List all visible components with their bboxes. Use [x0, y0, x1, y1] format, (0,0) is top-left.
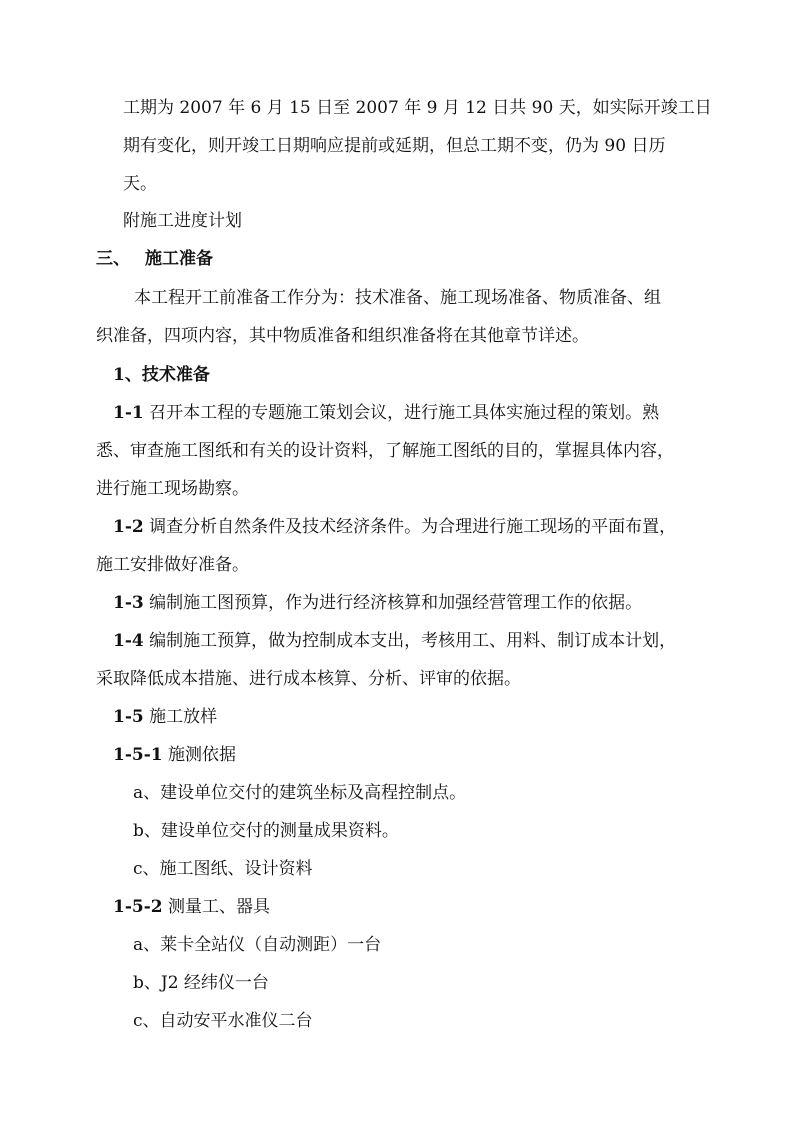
- section-3-number: 三、: [96, 249, 130, 269]
- item-1-5-2-c: c、自动安平水准仪二台: [133, 1011, 313, 1031]
- item-1-5: [113, 705, 217, 729]
- schedule-line-3: 天。: [123, 174, 157, 194]
- item-1-2-number: 1-2: [113, 517, 144, 537]
- item-1-3-line-1: [113, 591, 642, 615]
- item-1-1-text: 召开本工程的专题施工策划会议，进行施工具体实施过程的策划。熟: [143, 403, 660, 423]
- section-3-intro-line-2: 织准备，四项内容，其中物质准备和组织准备将在其他章节详述。: [96, 326, 589, 346]
- tech-prep-heading: 1、技术准备: [113, 365, 210, 385]
- item-1-5-2-number: 1-5-2: [113, 897, 163, 917]
- item-1-3-number: 1-3: [113, 593, 144, 613]
- item-1-3-text: 编制施工图预算，作为进行经济核算和加强经营管理工作的依据。: [143, 593, 643, 613]
- item-1-4-number: 1-4: [113, 631, 144, 651]
- item-1-1-line-2: 悉、审查施工图纸和有关的设计资料，了解施工图纸的目的，掌握具体内容，: [96, 441, 674, 461]
- item-1-5-2-a: a、莱卡全站仪（自动测距）一台: [133, 935, 382, 955]
- section-3-title: 施工准备: [145, 249, 213, 269]
- item-1-5-1-number: 1-5-1: [113, 745, 163, 765]
- item-1-1-line-1: [113, 401, 659, 425]
- item-1-1-line-3: 进行施工现场勘察。: [96, 479, 249, 499]
- item-1-5-1: [113, 743, 236, 767]
- item-1-2-text: 调查分析自然条件及技术经济条件。为合理进行施工现场的平面布置，: [143, 517, 677, 537]
- item-1-5-text: 施工放样: [143, 707, 218, 727]
- item-1-2-line-1: [113, 515, 676, 539]
- item-1-5-1-c: c、施工图纸、设计资料: [133, 859, 313, 879]
- item-1-4-line-2: 采取降低成本措施、进行成本核算、分析、评审的依据。: [96, 669, 521, 689]
- item-1-5-1-a: a、建设单位交付的建筑坐标及高程控制点。: [133, 783, 467, 803]
- item-1-5-number: 1-5: [113, 707, 144, 727]
- item-1-4-line-1: [113, 629, 676, 653]
- item-1-5-2-text: 测量工、器具: [162, 897, 271, 917]
- attachment-note: 附施工进度计划: [123, 211, 242, 231]
- item-1-4-text: 编制施工预算，做为控制成本支出，考核用工、用料、制订成本计划，: [143, 631, 677, 651]
- item-1-5-2: [113, 895, 270, 919]
- item-1-5-1-text: 施测依据: [162, 745, 237, 765]
- item-1-2-line-2: 施工安排做好准备。: [96, 555, 249, 575]
- schedule-line-1: 工期为 2007 年 6 月 15 日至 2007 年 9 月 12 日共 90 天，如实际开竣工日: [123, 98, 712, 118]
- item-1-1-number: 1-1: [113, 403, 144, 423]
- schedule-line-2: 期有变化，则开竣工日期响应提前或延期，但总工期不变，仍为 90 日历: [123, 136, 666, 156]
- item-1-5-1-b: b、建设单位交付的测量成果资料。: [133, 821, 399, 841]
- section-3-intro-line-1: 本工程开工前准备工作分为：技术准备、施工现场准备、物质准备、组: [134, 288, 661, 308]
- item-1-5-2-b: b、J2 经纬仪一台: [133, 973, 269, 993]
